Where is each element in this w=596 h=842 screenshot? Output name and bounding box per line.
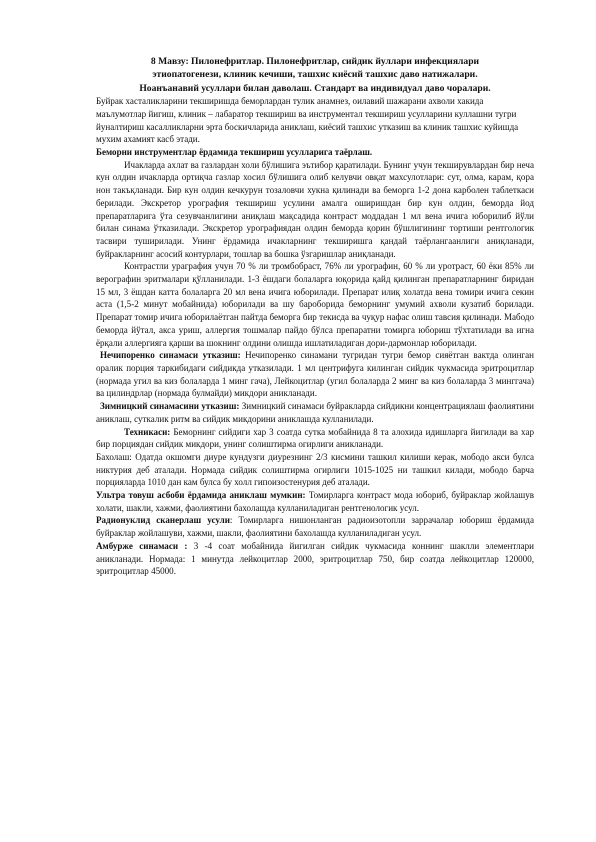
nechiporenko-paragraph [96, 349, 534, 400]
radionuclide-label: Радионуклид сканерлаш усули [96, 515, 230, 526]
technique-paragraph [96, 426, 534, 451]
title-line-3: Ноанъанавий усуллари билан даволаш. Стандарт ва индивидуал даво чоралари. [139, 82, 491, 94]
amburge-text: 3 -4 соат мобайнида йигилган сийдик чукмасида коннинг шаклли элементлари аникланади. Нормада: 1 минутда лейкоцитлар 2000, эритроцитлар 750, бир соатда лейкоцитлар 120000, эритроцитлар 45000. [96, 540, 534, 577]
technique-text: Беморнинг сийдиги хар 3 соатда сутка мобайнида 8 та алохида идишларга йигилади ва хар бир порциядан сийдик микдори, унинг солиштирма огирлиги аникланади. [96, 426, 534, 450]
title-line-2: этиопатогенези, клиник кечиши, ташхис киёсий ташхис даво натижалари. [152, 69, 478, 81]
ultrasound-text: Томирларга контраст мода юбориб, буйраклар жойлашув холати, шакли, хажми, фаолиятини бахолашда кулланиладиган рентгенологик усул. [96, 490, 534, 513]
assessment-paragraph: Бахолаш: Одатда окшомги диуре кундузги диурезнинг 2/3 кисмини ташкил килиши керак, мободо акси булса никтурия деб аталади. Нормада сийдик солиштирма огирлиги 1015-1025 ни ташкил килади, мободо барча порцияларда 1010 дан кам булса бу холл гипоизостенурия деб аталади. [96, 451, 534, 488]
title-line-1: 8 Мавзу: Пилонефритлар. Пилонефритлар, сийдик йуллари инфекциялари [150, 56, 480, 67]
ultrasound-label: Ультра товуш асбоби ёрдамида аниклаш мумкин: [96, 490, 306, 501]
zimnitsky-paragraph [96, 400, 534, 425]
intro-paragraph: Буйрак хасталикларини текширишда беморлардан тулик анамнез, оилавий шажарани ахволи хакида маълумотлар йигиш, клиник – лабаратор текшириш ва инструментал текшириш усулларини куллашни тугри йуналтириш касалликларни эрта боскичларида аниклаш, киёсий ташхис утказиш ва клиник ташхис куйишда мухим ахамият касб этади. [96, 96, 519, 145]
preparation-paragraph: Ичакларда ахлат ва газлардан холи бўлишига эътибор қаратилади. Бунинг учун текширувлардан бир неча кун олдин ичакларда ортиқча газлар хосил бўлишига олиб келувчи овқат махсулотлари: сут, олма, карам, қора нон такъқланади. Бир кун олдин кечкурун тозаловчи хукна қилинади ва беморга 1-2 дона карболен таблеткаси берилади. Экскретор урография текшириш усулини амалга оширишдан бир кун олдин, беморда йод препаратларига ўта сезувчанлигини аниқлаш мақсадида контраст моддадан 1 мл вена ичига юборилиб йўли билан синама ўтказилади. Экскретор урографиядан олдин беморда қорин бўшлигининг тортиши рентгологик тасвири туширилади. Унинг ёрдамида ичакларнинг текширишга қандай таёрлангаанлиги аниқланади, буйракларнинг асосий контурлари, тошлар ва бошка ўзгаришлар аниқланади. [96, 159, 534, 259]
zimnitsky-text: Зимницкий синамаси буйракларда сийдикни концентрациялаш фаолиятини аниклаш, суткалик ритм ва сийдик микдорини аниклашда кулланилади. [96, 401, 534, 424]
amburge-label: Амбурже синамаси : [96, 540, 188, 551]
instrumental-heading: Беморни инструментлар ёрдамида текшириш усулларига таёрлаш. [96, 147, 373, 158]
technique-label: Техникаси: [124, 426, 171, 437]
document-page [96, 55, 534, 578]
radionuclide-paragraph [96, 514, 534, 539]
nechiporenko-text: Нечипоренко синамани тугридан тугри бемор сияётган вактда олинган оралик порция таркибидаги сийдикда утказилади. 1 мл центрифуга килинган сийдик чукмасида эритроцитлар (нормада угил ва киз болаларда 1 минг гача), Лейкоцитлар (угил болаларда 2 минг ва киз болаларда 3 минггача) ва цилиндрлар (нормада булмайди) микдори аникланади. [96, 350, 534, 399]
radionuclide-text: : Томирларга нишонланган радиоизотопли заррачалар юбориш ёрдамида буйраклар жойлашуви, хажми, шакли, фаолиятини бахолашда кулланиладиган усул. [96, 515, 534, 539]
nechiporenko-label: Нечипоренко синамаси утказиш: [100, 350, 241, 361]
zimnitsky-label: Зимницкий синамасини утказиш: [100, 401, 240, 412]
ultrasound-paragraph [96, 489, 534, 514]
amburge-paragraph [96, 540, 534, 578]
contrast-paragraph: Контрастли ураграфия учун 70 % ли тромбобраст, 76% ли урографин, 60 % ли уротраст, 60 ёки 85% ли верографин эритмалари қўлланилади. 1-3 ёшдаги болаларга юқорида қайд қилинган препаратларнинг биридан 15 мл, 3 ёшдан катта болаларга 20 мл вена ичига юборилади. Препарат илиқ холатда вена томири ичига секин аста (1,5-2 минут мобайнида) юборилади ва шу бароборида беморнинг умумий ахволи кузатиб борилади. Препарат томир ичига юборилаётган пайтда беморга бир текисда ва чуқур нафас олиш тавсия қилинади. Мабодо беморда йўтал, акса уриш, аллергия тошмалар пайдо бўлса препаратни томирга юбориш тўхтатилади ва игна ёрқали аллергияга қарши ва шокнинг олдини олишда ишлатиладиган дори-дармонлар юборилади. [96, 261, 534, 348]
